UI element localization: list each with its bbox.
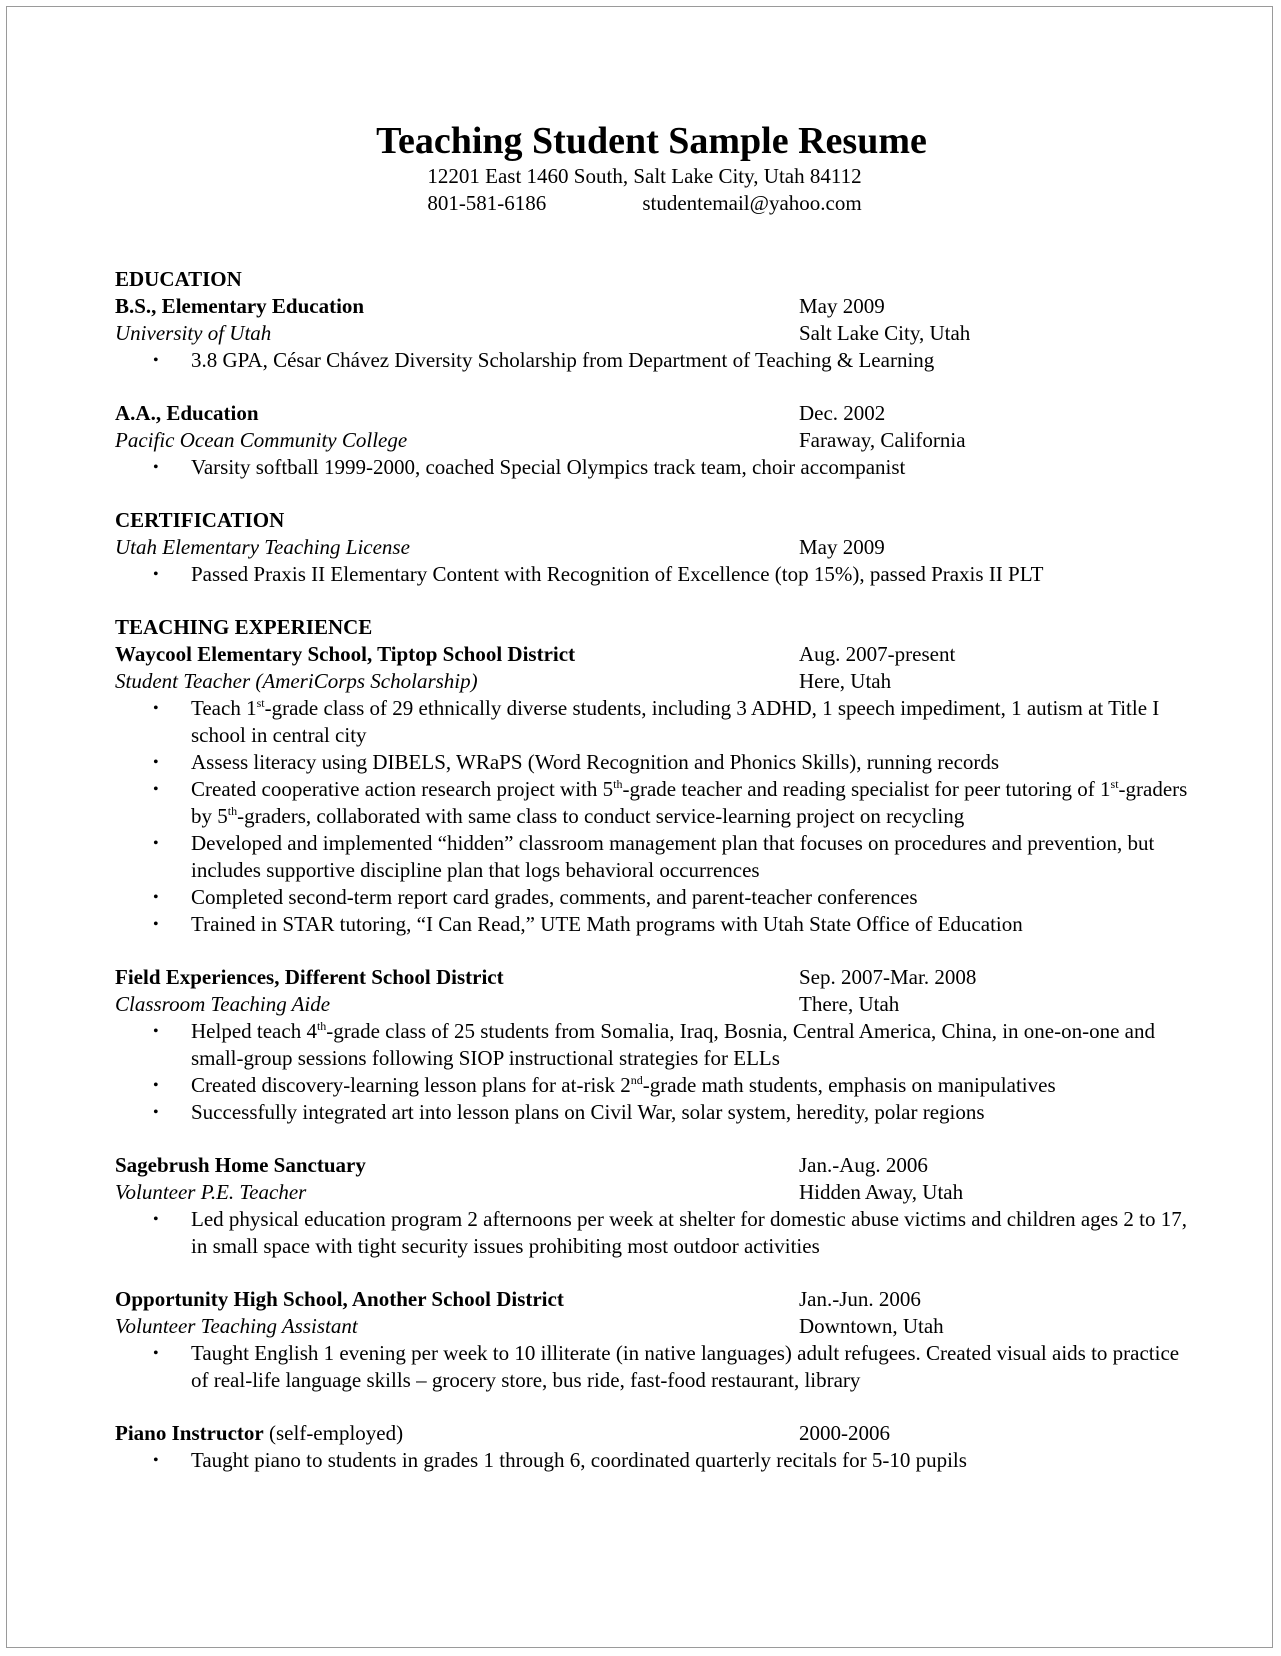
bullet-list [115, 561, 1195, 588]
section-heading-education: EDUCATION [115, 267, 242, 291]
organization: Piano Instructor [115, 1421, 264, 1445]
section-heading-teaching: TEACHING EXPERIENCE [115, 615, 373, 639]
date: May 2009 [799, 535, 885, 559]
experience-role-field [115, 991, 1195, 1018]
text: -grade math students, emphasis on manipulatives [642, 1073, 1056, 1097]
school: University of Utah [115, 321, 272, 345]
text: -grade teacher and reading specialist for peer tutoring of 1 [622, 777, 1111, 801]
bullet-list [115, 1018, 1195, 1126]
page-title: Teaching Student Sample Resume [376, 120, 927, 162]
superscript: th [316, 1019, 327, 1033]
organization: Field Experiences, Different School District [115, 965, 504, 989]
experience-entry-waycool [115, 641, 1195, 668]
text: -grade class of 25 students from Somalia, Iraq, Bosnia, Central America, China, in one-on-one and small-group sessions following SIOP instructional strategies for ELLs [191, 1019, 1155, 1070]
resume-body [115, 266, 1195, 1474]
list-item: • Developed and implemented “hidden” classroom management plan that focuses on procedures and prevention, but includes supportive discipline plan that logs behavioral occurrences [115, 830, 1201, 884]
organization: Opportunity High School, Another School District [115, 1287, 564, 1311]
location: Downtown, Utah [799, 1314, 944, 1338]
bullet-list [115, 695, 1195, 938]
date: Aug. 2007-present [799, 642, 956, 666]
date: Dec. 2002 [799, 401, 886, 425]
list-item: • Taught piano to students in grades 1 through 6, coordinated quarterly recitals for 5-10 pupils [115, 1447, 1201, 1474]
superscript: th [613, 777, 623, 791]
role: Volunteer P.E. Teacher [115, 1180, 307, 1204]
text: Created cooperative action research project with 5 [191, 777, 614, 801]
superscript: st [1110, 777, 1119, 791]
organization: Sagebrush Home Sanctuary [115, 1153, 366, 1177]
text: -graders, collaborated with same class to conduct service-learning project on recycling [237, 804, 965, 828]
location: Faraway, California [799, 428, 966, 452]
superscript: st [256, 696, 265, 710]
list-item: • Assess literacy using DIBELS, WRaPS (Word Recognition and Phonics Skills), running records [115, 749, 1201, 776]
text: -grade class of 29 ethnically diverse students, including 3 ADHD, 1 speech impediment, 1 autism at Title I school in central city [191, 696, 1160, 747]
bullet-list [115, 347, 1195, 374]
school: Pacific Ocean Community College [115, 428, 408, 452]
bullet-list [115, 1206, 1195, 1260]
organization-line [115, 1420, 403, 1447]
organization: Waycool Elementary School, Tiptop School District [115, 642, 576, 666]
education-entry-aa [115, 400, 1195, 427]
phone: 801-581-6186 [427, 191, 547, 215]
location: Hidden Away, Utah [799, 1180, 964, 1204]
list-item [115, 695, 1201, 749]
list-item: • 3.8 GPA, César Chávez Diversity Scholarship from Department of Teaching & Learning [115, 347, 1201, 374]
resume-page [6, 6, 1273, 1648]
degree: B.S., Elementary Education [115, 294, 365, 318]
list-item: • Trained in STAR tutoring, “I Can Read,” UTE Math programs with Utah State Office of Education [115, 911, 1201, 938]
resume-header [7, 119, 1272, 217]
degree: A.A., Education [115, 401, 259, 425]
certification-entry [115, 534, 1195, 561]
location: Here, Utah [799, 669, 892, 693]
experience-entry-opportunity [115, 1286, 1195, 1313]
bullet-list [115, 1447, 1195, 1474]
note: (self-employed) [269, 1421, 404, 1445]
education-entry-bs [115, 293, 1195, 320]
role: Student Teacher (AmeriCorps Scholarship) [115, 669, 478, 693]
role: Volunteer Teaching Assistant [115, 1314, 358, 1338]
experience-role-opportunity [115, 1313, 1195, 1340]
text: Helped teach 4 [191, 1019, 317, 1043]
email: studentemail@yahoo.com [642, 191, 862, 215]
experience-role-sagebrush [115, 1179, 1195, 1206]
list-item [115, 776, 1201, 830]
address: 12201 East 1460 South, Salt Lake City, Utah 84112 [427, 164, 862, 188]
text: Created discovery-learning lesson plans for at-risk 2 [191, 1073, 631, 1097]
list-item [115, 1018, 1201, 1072]
experience-entry-sagebrush [115, 1152, 1195, 1179]
date: Sep. 2007-Mar. 2008 [799, 965, 977, 989]
text: Teach 1 [191, 696, 257, 720]
list-item: • Varsity softball 1999-2000, coached Special Olympics track team, choir accompanist [115, 454, 1201, 481]
education-entry-aa-school [115, 427, 1195, 454]
bullet-list [115, 454, 1195, 481]
list-item: • Led physical education program 2 afternoons per week at shelter for domestic abuse victims and children ages 2 to 17, in small space with tight security issues prohibiting most outdoor activities [115, 1206, 1201, 1260]
list-item: • Passed Praxis II Elementary Content with Recognition of Excellence (top 15%), passed Praxis II PLT [115, 561, 1201, 588]
location: There, Utah [799, 992, 900, 1016]
experience-role-waycool [115, 668, 1195, 695]
experience-entry-field [115, 964, 1195, 991]
list-item: • Completed second-term report card grades, comments, and parent-teacher conferences [115, 884, 1201, 911]
list-item: • Taught English 1 evening per week to 10 illiterate (in native languages) adult refugees. Created visual aids to practice of real-life language skills – grocery store, bus ride, fast-food restaurant, library [115, 1340, 1201, 1394]
list-item: • Successfully integrated art into lesson plans on Civil War, solar system, heredity, polar regions [115, 1099, 1201, 1126]
experience-entry-piano [115, 1420, 1195, 1447]
contact-line [17, 190, 1272, 217]
date: May 2009 [799, 294, 885, 318]
education-entry-bs-school [115, 320, 1195, 347]
list-item [115, 1072, 1201, 1099]
role: Classroom Teaching Aide [115, 992, 331, 1016]
date: Jan.-Jun. 2006 [799, 1287, 921, 1311]
date: 2000-2006 [799, 1421, 890, 1445]
location: Salt Lake City, Utah [799, 321, 971, 345]
superscript: nd [630, 1073, 643, 1087]
bullet-list [115, 1340, 1195, 1394]
date: Jan.-Aug. 2006 [799, 1153, 928, 1177]
section-heading-certification: CERTIFICATION [115, 508, 285, 532]
certification-name: Utah Elementary Teaching License [115, 535, 410, 559]
text: -graders by 5 [191, 777, 1188, 828]
superscript: th [227, 804, 238, 818]
